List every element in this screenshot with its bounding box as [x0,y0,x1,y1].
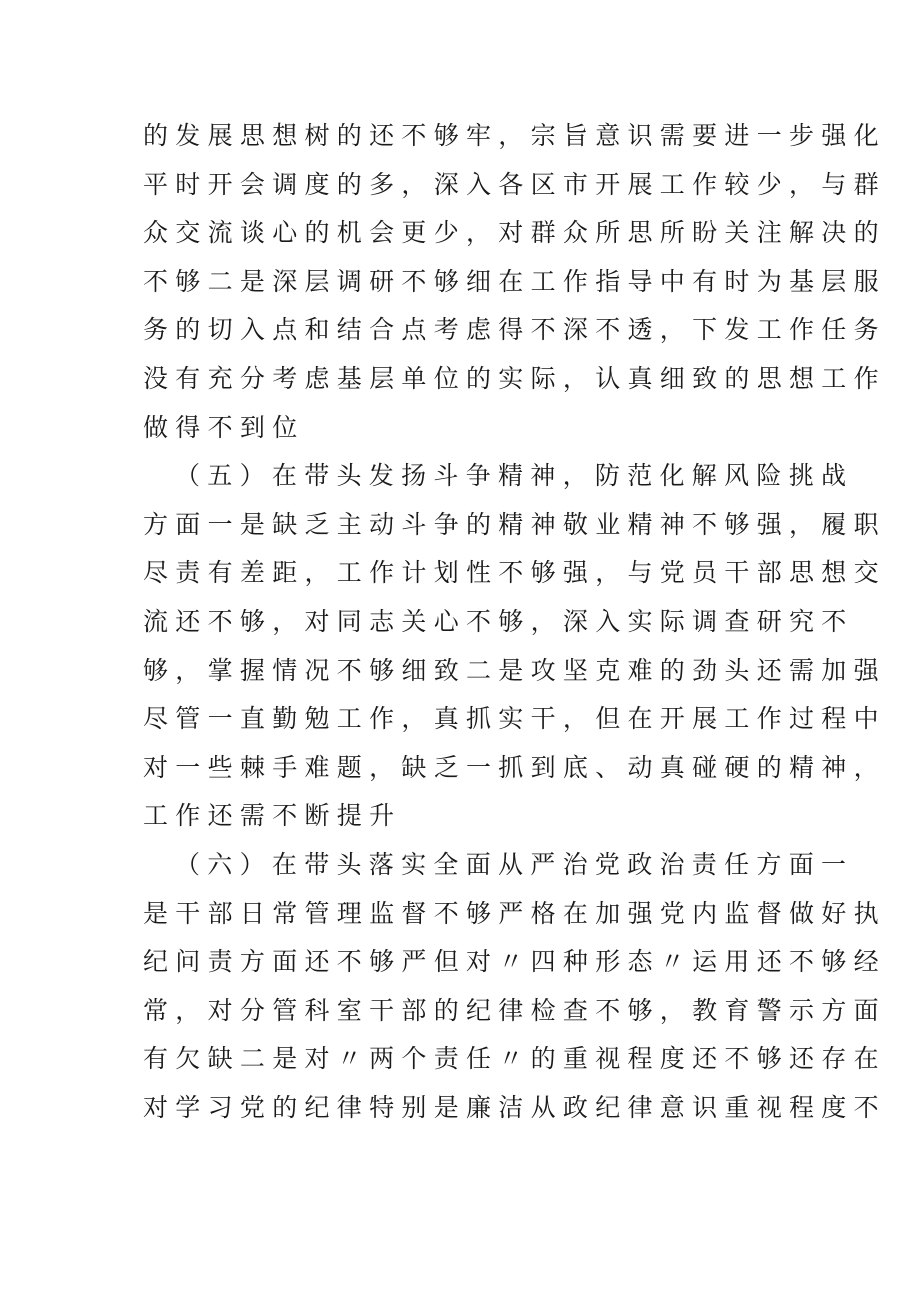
text-line: 尽管一直勤勉工作，真抓实干，但在开展工作过程中 [143,704,886,734]
text-line: 做得不到位 [143,412,305,442]
text-line: 众交流谈心的机会更少，对群众所思所盼关注解决的 [143,218,886,248]
text-line: 对学习党的纪律特别是廉洁从政纪律意识重视程度不 [143,1092,886,1122]
text-line: 工作还需不断提升 [143,801,402,831]
text-line: 的发展思想树的还不够牢，宗旨意识需要进一步强化 [143,121,886,150]
body-text [143,112,886,1132]
text-line: 有欠缺二是对〃两个责任〃的重视程度还不够还存在 [143,1044,886,1074]
text-line: 没有充分考虑基层单位的实际，认真细致的思想工作 [143,363,886,393]
text-line: 流还不够，对同志关心不够，深入实际调查研究不 [143,606,854,636]
text-line: 不够二是深层调研不够细在工作指导中有时为基层服 [143,266,886,296]
text-line: 平时开会调度的多，深入各区市开展工作较少，与群 [143,169,886,199]
text-line: 够，掌握情况不够细致二是攻坚克难的劲头还需加强 [143,655,886,685]
text-line: 纪问责方面还不够严但对〃四种形态〃运用还不够经 [143,947,886,977]
section-heading: （六）在带头落实全面从严治党政治责任方面一 [175,849,854,879]
text-line: 尽责有差距，工作计划性不够强，与党员干部思想交 [143,558,886,588]
section-heading: （五）在带头发扬斗争精神，防范化解风险挑战 [175,461,854,491]
text-line: 是干部日常管理监督不够严格在加强党内监督做好执 [143,898,886,928]
text-line: 方面一是缺乏主动斗争的精神敬业精神不够强，履职 [143,509,886,539]
text-line: 务的切入点和结合点考虑得不深不透，下发工作任务 [143,315,886,345]
text-line: 对一些棘手难题，缺乏一抓到底、动真碰硬的精神， [143,752,886,782]
text-line: 常，对分管科室干部的纪律检查不够，教育警示方面 [143,995,886,1025]
